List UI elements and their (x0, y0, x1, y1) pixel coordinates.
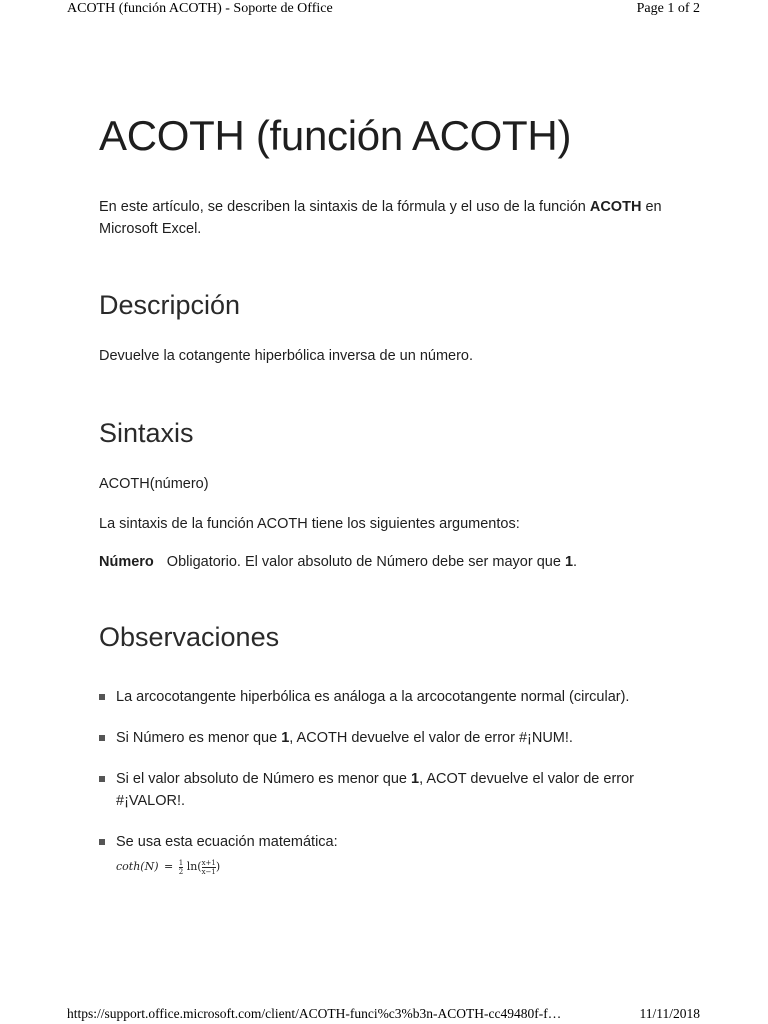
intro-text-end: en Microsoft Excel. (99, 199, 662, 237)
list-item (99, 768, 679, 812)
page-indicator: Page 1 of 2 (636, 1, 700, 16)
list-item-text-end: , ACOT devuelve el valor de error #¡VALOR!. (116, 771, 634, 809)
formula-half-num: 1 (178, 858, 184, 867)
formula-equals: = (164, 860, 174, 873)
bullet-icon (99, 735, 105, 741)
list-item (99, 727, 679, 749)
list-item-text: Se usa esta ecuación matemática: (116, 834, 338, 850)
argument-desc-end: . (573, 554, 578, 570)
formula-half (179, 859, 183, 876)
list-item (99, 831, 679, 878)
bullet-icon (99, 839, 105, 845)
math-formula (116, 856, 679, 878)
argument-name: Número (99, 554, 154, 570)
list-item-text-end: , ACOTH devuelve el valor de error #¡NUM!. (289, 730, 573, 746)
argument-desc: Obligatorio. El valor absoluto de Número debe ser mayor que (166, 554, 565, 570)
formula-close: ) (215, 860, 221, 873)
footer-date: 11/11/2018 (639, 1006, 700, 1021)
print-header (67, 1, 700, 17)
formula-ln: ln( (186, 860, 202, 873)
observaciones-list (99, 686, 679, 897)
list-item-text: Si el valor absoluto de Número es menor que (116, 771, 411, 787)
formula-inner-num: x+1 (201, 858, 216, 867)
print-header-title: ACOTH (función ACOTH) - Soporte de Office (67, 1, 333, 16)
list-item-text: La arcocotangente hiperbólica es análoga a la arcocotangente normal (circular). (116, 689, 630, 705)
section-heading-observaciones: Observaciones (99, 622, 280, 652)
list-item-text: Si Número es menor que (116, 730, 282, 746)
bullet-icon (99, 694, 105, 700)
syntax-line: ACOTH(número) (99, 476, 209, 492)
list-item (99, 686, 679, 708)
intro-function-name: ACOTH (589, 199, 642, 215)
footer-url[interactable]: https://support.office.microsoft.com/client/ACOTH-funci%c3%b3n-ACOTH-cc49480f-f… (67, 1006, 562, 1021)
formula-lhs: coth(N) (116, 860, 159, 873)
section-heading-descripcion: Descripción (99, 290, 241, 320)
formula-half-den: 2 (178, 867, 184, 876)
argument-desc-bold: 1 (564, 554, 574, 570)
args-intro: La sintaxis de la función ACOTH tiene los siguientes argumentos: (99, 516, 520, 532)
intro-paragraph (99, 196, 689, 240)
argument-row (99, 551, 577, 573)
formula-inner-den: x−1 (201, 867, 216, 876)
list-item-bold: 1 (281, 730, 290, 746)
descripcion-text: Devuelve la cotangente hiperbólica inversa de un número. (99, 348, 474, 364)
list-item-bold: 1 (411, 771, 420, 787)
section-heading-sintaxis: Sintaxis (99, 418, 194, 448)
page-title: ACOTH (función ACOTH) (99, 112, 572, 159)
formula-inner-fraction (202, 859, 216, 876)
print-footer (67, 1006, 700, 1022)
bullet-icon (99, 776, 105, 782)
intro-text: En este artículo, se describen la sintaxis de la fórmula y el uso de la función (99, 199, 590, 215)
